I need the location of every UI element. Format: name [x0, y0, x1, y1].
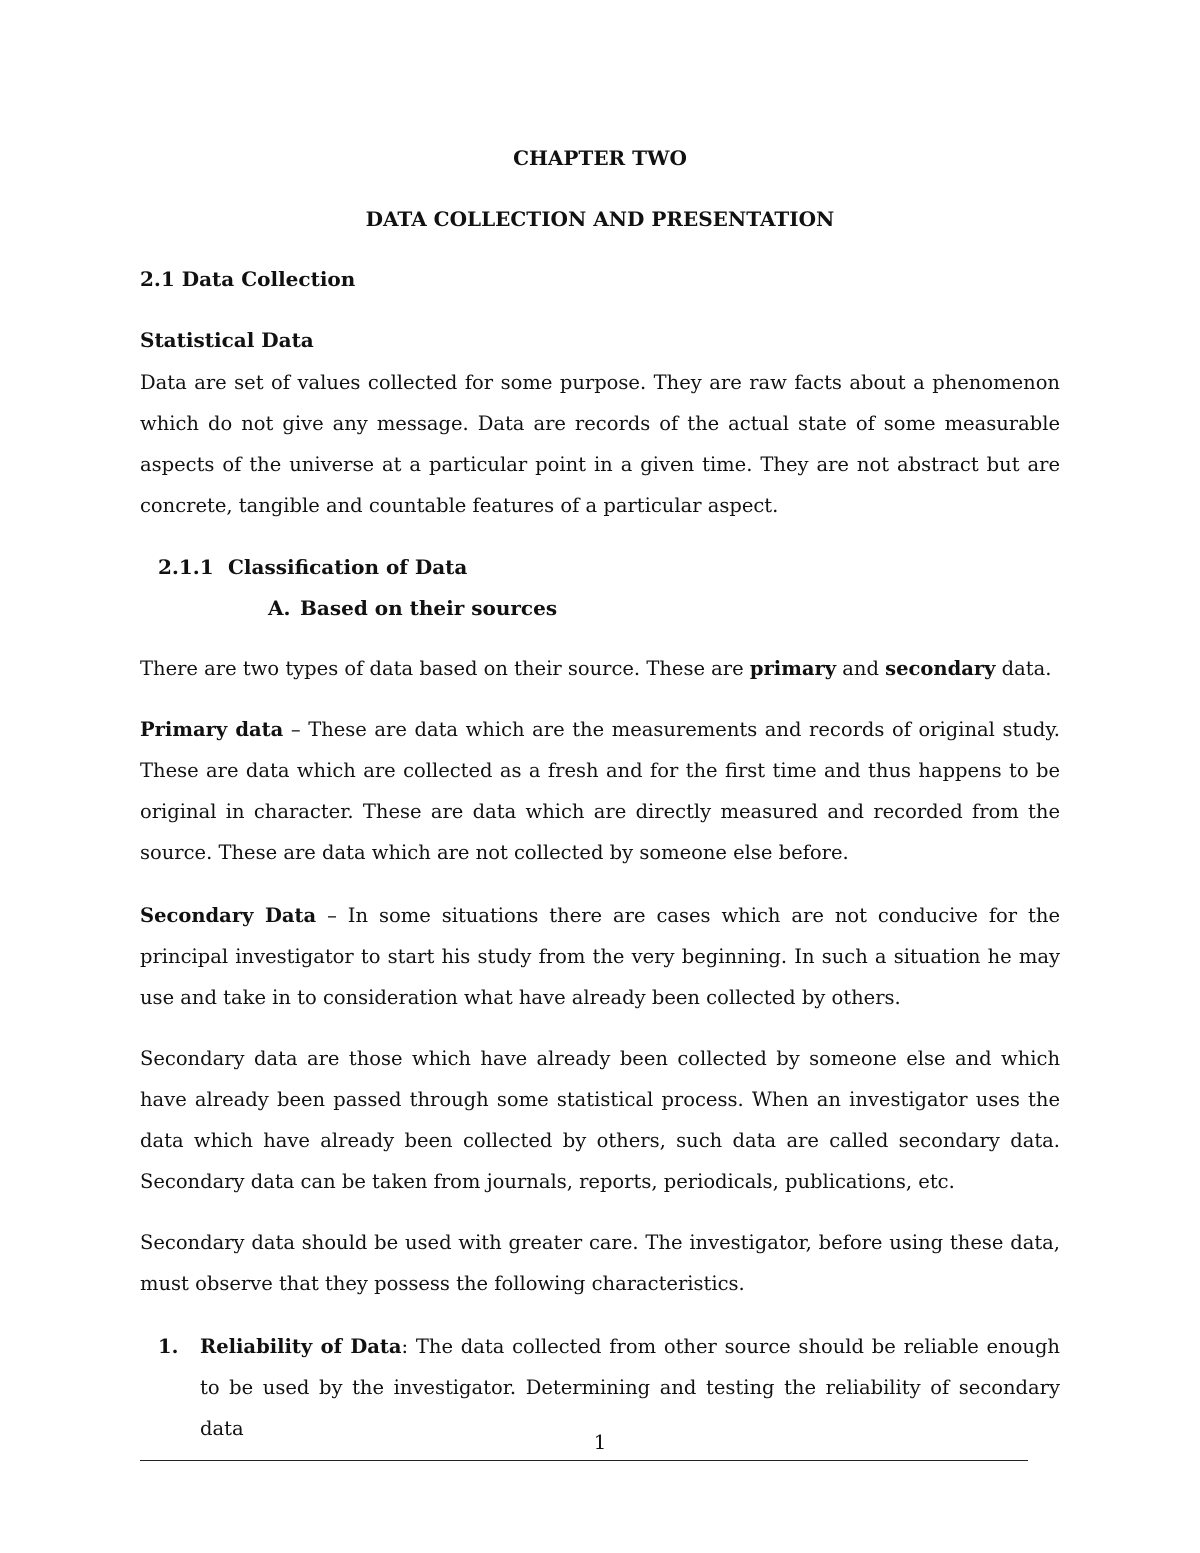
- chapter-title: CHAPTER TWO: [513, 146, 687, 170]
- types-text-post: data.: [995, 657, 1052, 680]
- secondary-data-paragraph-3: Secondary data should be used with greater care. The investigator, before using these data, must observe that they possess the following characteristics.: [140, 1231, 1060, 1295]
- list-item-number: 1.: [158, 1335, 179, 1358]
- page-number: 1: [593, 1430, 607, 1454]
- secondary-data-paragraph: [140, 895, 1060, 1018]
- chapter-subtitle: DATA COLLECTION AND PRESENTATION: [365, 207, 835, 231]
- statistical-data-paragraph: Data are set of values collected for some purpose. They are raw facts about a phenomenon which do not give any message. Data are records of the actual state of some measurable aspects of the universe at a particular point in a given time. They are not abstract but are concrete, tangible and countable features of a particular aspect.: [140, 371, 1060, 517]
- footer-divider: [140, 1460, 1028, 1461]
- primary-data-paragraph: [140, 709, 1060, 873]
- section-heading-2-1: 2.1 Data Collection: [140, 267, 356, 291]
- types-paragraph: [140, 648, 1060, 689]
- secondary-term: secondary: [885, 657, 996, 680]
- primary-data-term: Primary data: [140, 718, 284, 741]
- secondary-data-term: Secondary Data: [140, 904, 317, 927]
- section-title: Classification of Data: [228, 555, 468, 579]
- statistical-data-heading: Statistical Data: [140, 328, 314, 352]
- secondary-data-text: – In some situations there are cases which are not conducive for the principal investigator to start his study from the very beginning. In such a situation he may use and take in to consideration what have already been collected by others.: [140, 904, 1060, 1009]
- subsection-letter: A.: [268, 596, 291, 620]
- subsection-title: Based on their sources: [300, 596, 558, 620]
- section-number: 2.1.1: [158, 555, 214, 579]
- secondary-data-paragraph-2: Secondary data are those which have already been collected by someone else and which have already been passed through some statistical process. When an investigator uses the data which have already been collected by others, such data are called secondary data. Secondary data can be taken from journals, reports, periodicals, publications, etc.: [140, 1047, 1060, 1193]
- list-item-term: Reliability of Data: [200, 1335, 402, 1358]
- subsection-heading-a: [268, 594, 557, 622]
- primary-term: primary: [749, 657, 837, 680]
- primary-data-text: – These are data which are the measurements and records of original study. These are data which are collected as a fresh and for the first time and thus happens to be original in character. These are data which are directly measured and recorded from the source. These are data which are not collected by someone else before.: [140, 718, 1060, 864]
- types-text-mid: and: [836, 657, 886, 680]
- section-heading-2-1-1: [158, 553, 467, 581]
- types-text-pre: There are two types of data based on their source. These are: [140, 657, 750, 680]
- list-item-text: : The data collected from other source should be reliable enough to be used by the investigator. Determining and testing the reliability of secondary data: [200, 1335, 1060, 1440]
